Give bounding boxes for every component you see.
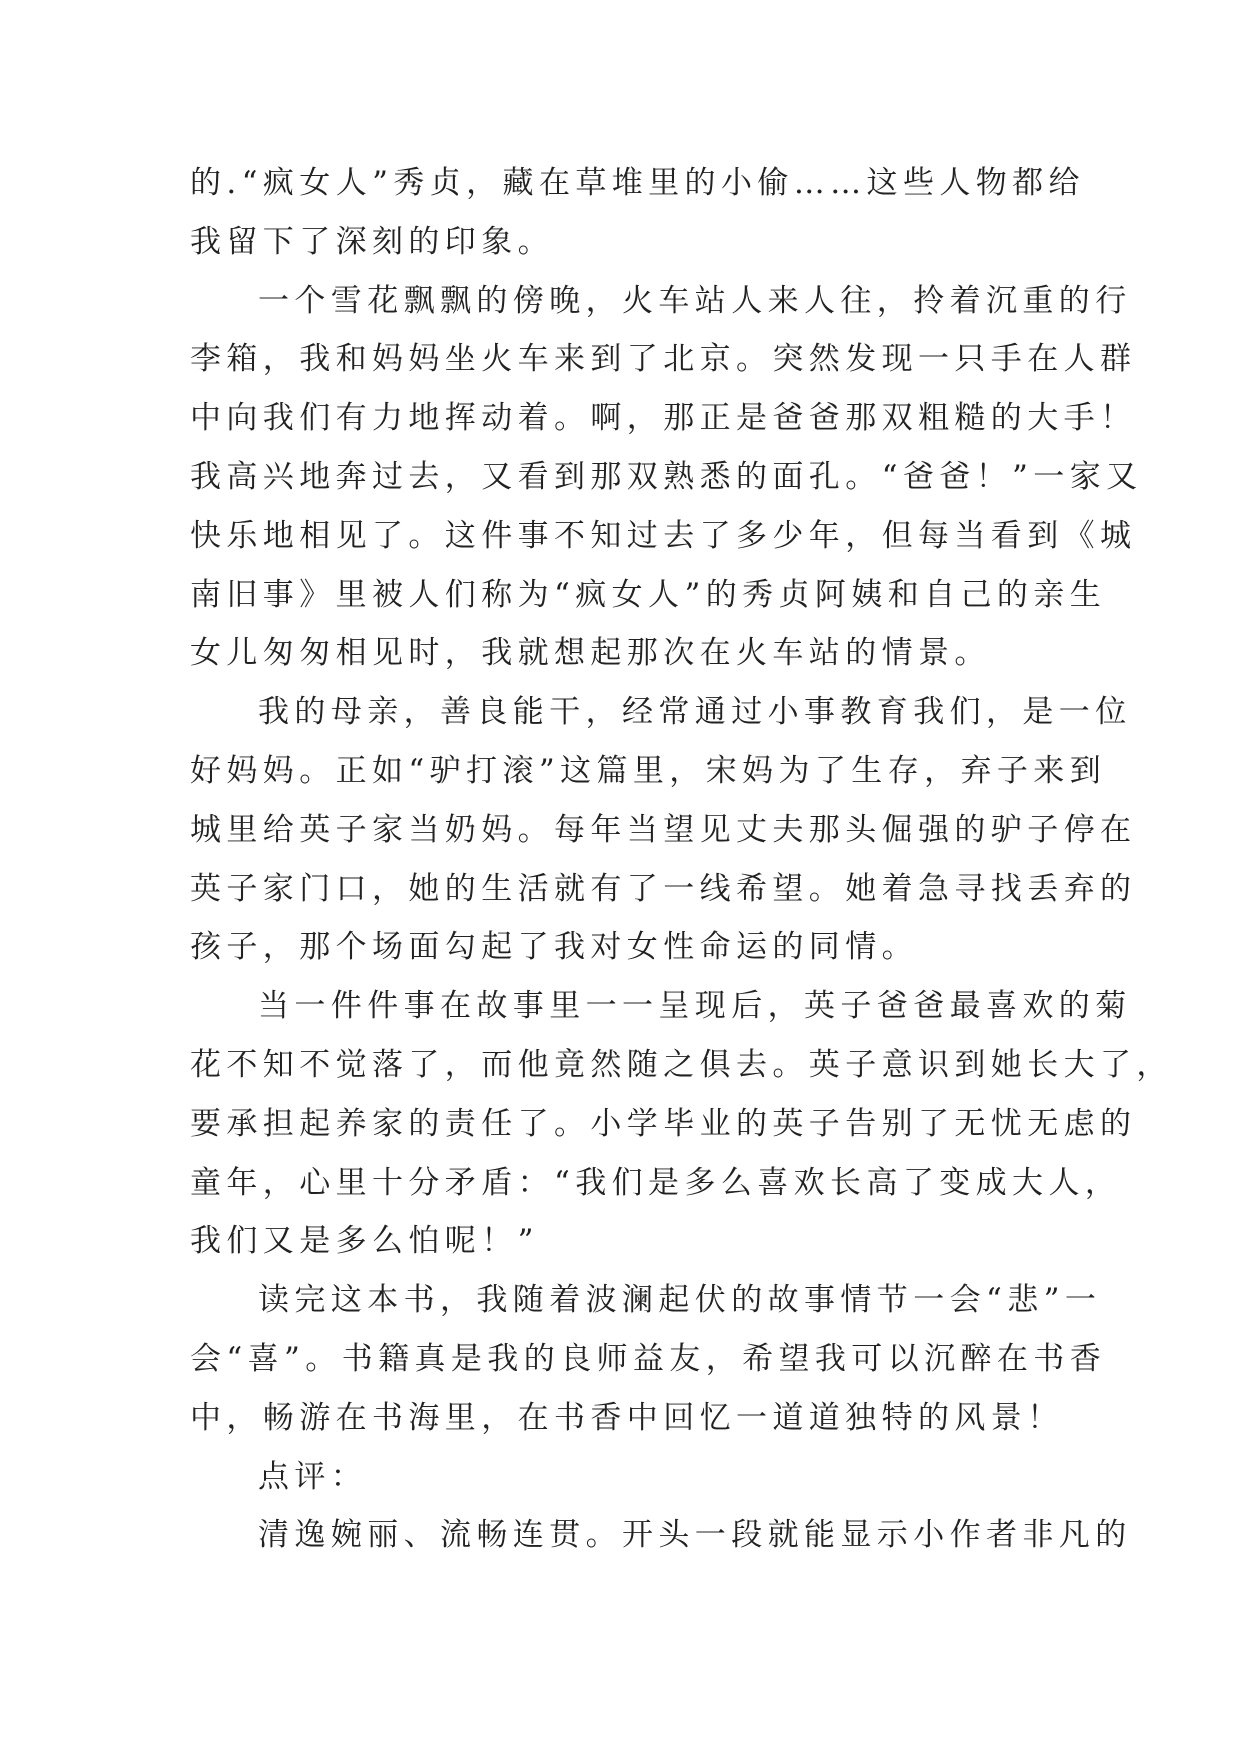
text-line: 读完这本书，我随着波澜起伏的故事情节一会“悲”一 <box>258 1282 1102 1319</box>
text-line: 我们又是多么怕呢！” <box>190 1223 539 1260</box>
text-line: 一个雪花飘飘的傍晚，火车站人来人往，拎着沉重的行 <box>258 282 1132 319</box>
text-line: 城里给英子家当奶妈。每年当望见丈夫那头倔强的驴子停在 <box>190 811 1137 848</box>
text-line: 会“喜”。书籍真是我的良师益友，希望我可以沉醉在书香 <box>190 1340 1107 1377</box>
text-line: 我留下了深刻的印象。 <box>190 223 554 260</box>
text-line: 当一件件事在故事里一一呈现后，英子爸爸最喜欢的菊 <box>258 988 1132 1025</box>
text-line: 好妈妈。正如“驴打滚”这篇里，宋妈为了生存，弃子来到 <box>190 752 1107 789</box>
text-line: 点评： <box>258 1458 368 1495</box>
text-line: 清逸婉丽、流畅连贯。开头一段就能显示小作者非凡的 <box>258 1517 1132 1554</box>
text-line: 中，畅游在书海里，在书香中回忆一道道独特的风景！ <box>190 1399 1064 1436</box>
text-line: 李箱，我和妈妈坐火车来到了北京。突然发现一只手在人群 <box>190 341 1137 378</box>
text-line: 我高兴地奔过去，又看到那双熟悉的面孔。“爸爸！”一家又 <box>190 458 1143 495</box>
text-line: 要承担起养家的责任了。小学毕业的英子告别了无忧无虑的 <box>190 1105 1137 1142</box>
text-line: 的.“疯女人”秀贞，藏在草堆里的小偷……这些人物都给 <box>190 165 1085 201</box>
essay-body <box>190 154 1173 1565</box>
text-line: 我的母亲，善良能干，经常通过小事教育我们，是一位 <box>258 694 1132 731</box>
text-line: 女儿匆匆相见时，我就想起那次在火车站的情景。 <box>190 635 991 672</box>
text-line: 快乐地相见了。这件事不知过去了多少年，但每当看到《城 <box>190 517 1137 554</box>
text-line: 南旧事》里被人们称为“疯女人”的秀贞阿姨和自己的亲生 <box>190 576 1107 613</box>
text-line: 英子家门口，她的生活就有了一线希望。她着急寻找丢弃的 <box>190 870 1137 907</box>
text-line: 孩子，那个场面勾起了我对女性命运的同情。 <box>190 929 918 966</box>
text-line: 花不知不觉落了，而他竟然随之俱去。英子意识到她长大了， <box>190 1046 1173 1083</box>
text-line: 中向我们有力地挥动着。啊，那正是爸爸那双粗糙的大手！ <box>190 400 1137 437</box>
text-line: 童年，心里十分矛盾：“我们是多么喜欢长高了变成大人， <box>190 1164 1122 1201</box>
